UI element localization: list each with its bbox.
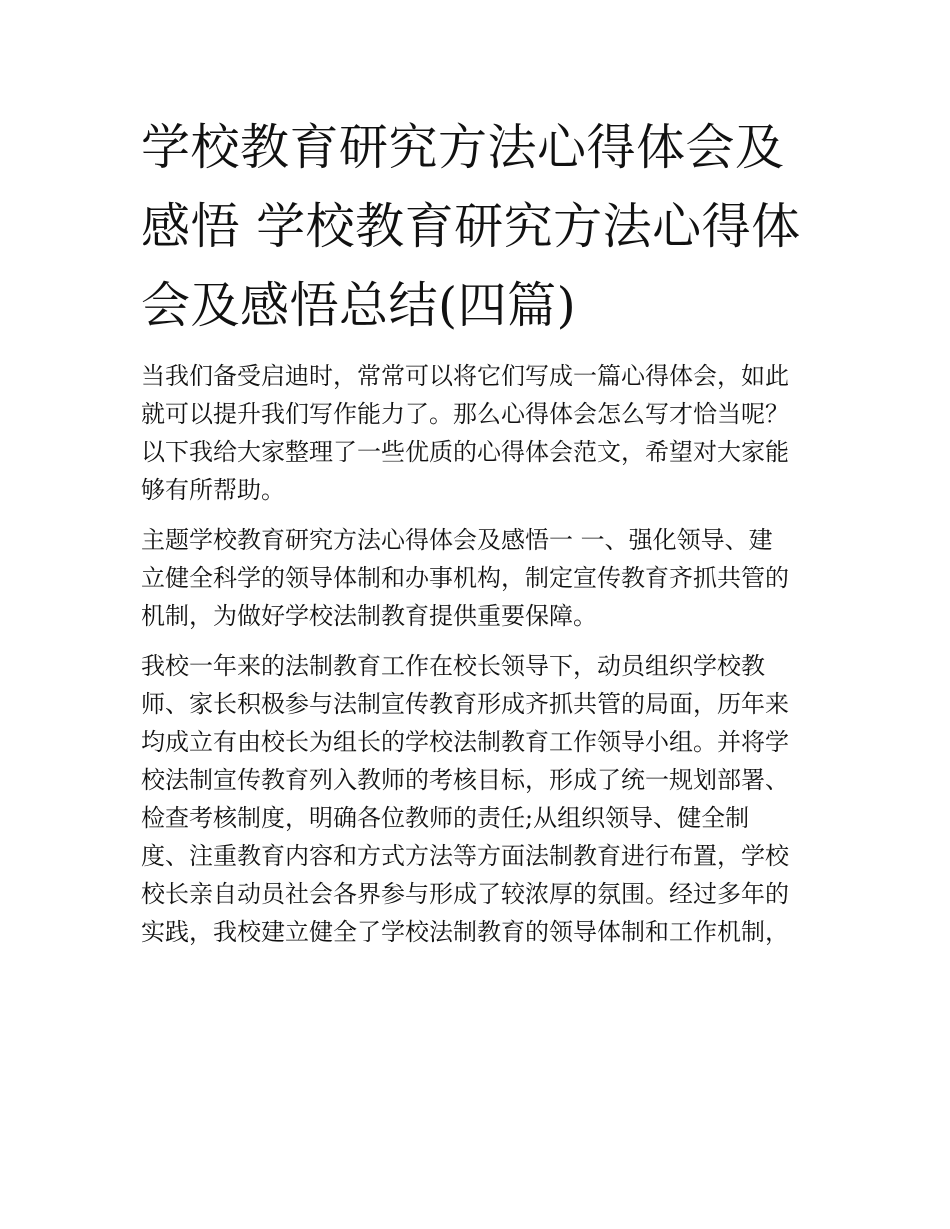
paragraph-line: 度、注重教育内容和方式方法等方面法制教育进行布置，学校 [141,842,789,870]
title-line: 感悟 学校教育研究方法心得体 [141,198,801,255]
paragraph-line: 主题学校教育研究方法心得体会及感悟一 一、强化领导、建 [141,526,773,554]
paragraph-line: 就可以提升我们写作能力了。那么心得体会怎么写才恰当呢？ [141,400,789,428]
paragraph-line: 实践，我校建立健全了学校法制教育的领导体制和工作机制， [141,918,789,946]
paragraph-line: 当我们备受启迪时，常常可以将它们写成一篇心得体会，如此 [141,362,789,390]
paragraph-line: 立健全科学的领导体制和办事机构，制定宣传教育齐抓共管的 [141,564,789,592]
paragraph-line: 检查考核制度，明确各位教师的责任;从组织领导、健全制 [141,804,750,832]
paragraph-line: 以下我给大家整理了一些优质的心得体会范文，希望对大家能 [141,438,789,466]
paragraph-line: 我校一年来的法制教育工作在校长领导下，动员组织学校教 [141,652,765,680]
document-body [141,108,813,951]
paragraph-line: 均成立有由校长为组长的学校法制教育工作领导小组。并将学 [141,728,789,756]
section-one-paragraph [141,521,813,635]
intro-paragraph [141,357,813,509]
title-line: 学校教育研究方法心得体会及 [141,119,785,176]
paragraph-line: 机制，为做好学校法制教育提供重要保障。 [141,602,597,630]
title-line: 会及感悟总结(四篇) [141,277,577,334]
paragraph-line: 校法制宣传教育列入教师的考核目标，形成了统一规划部署、 [141,766,789,794]
paragraph-line: 校长亲自动员社会各界参与形成了较浓厚的氛围。经过多年的 [141,880,789,908]
document-title [141,108,813,345]
paragraph-line: 够有所帮助。 [141,476,285,504]
body-paragraph [141,647,813,951]
paragraph-line: 师、家长积极参与法制宣传教育形成齐抓共管的局面，历年来 [141,690,789,718]
